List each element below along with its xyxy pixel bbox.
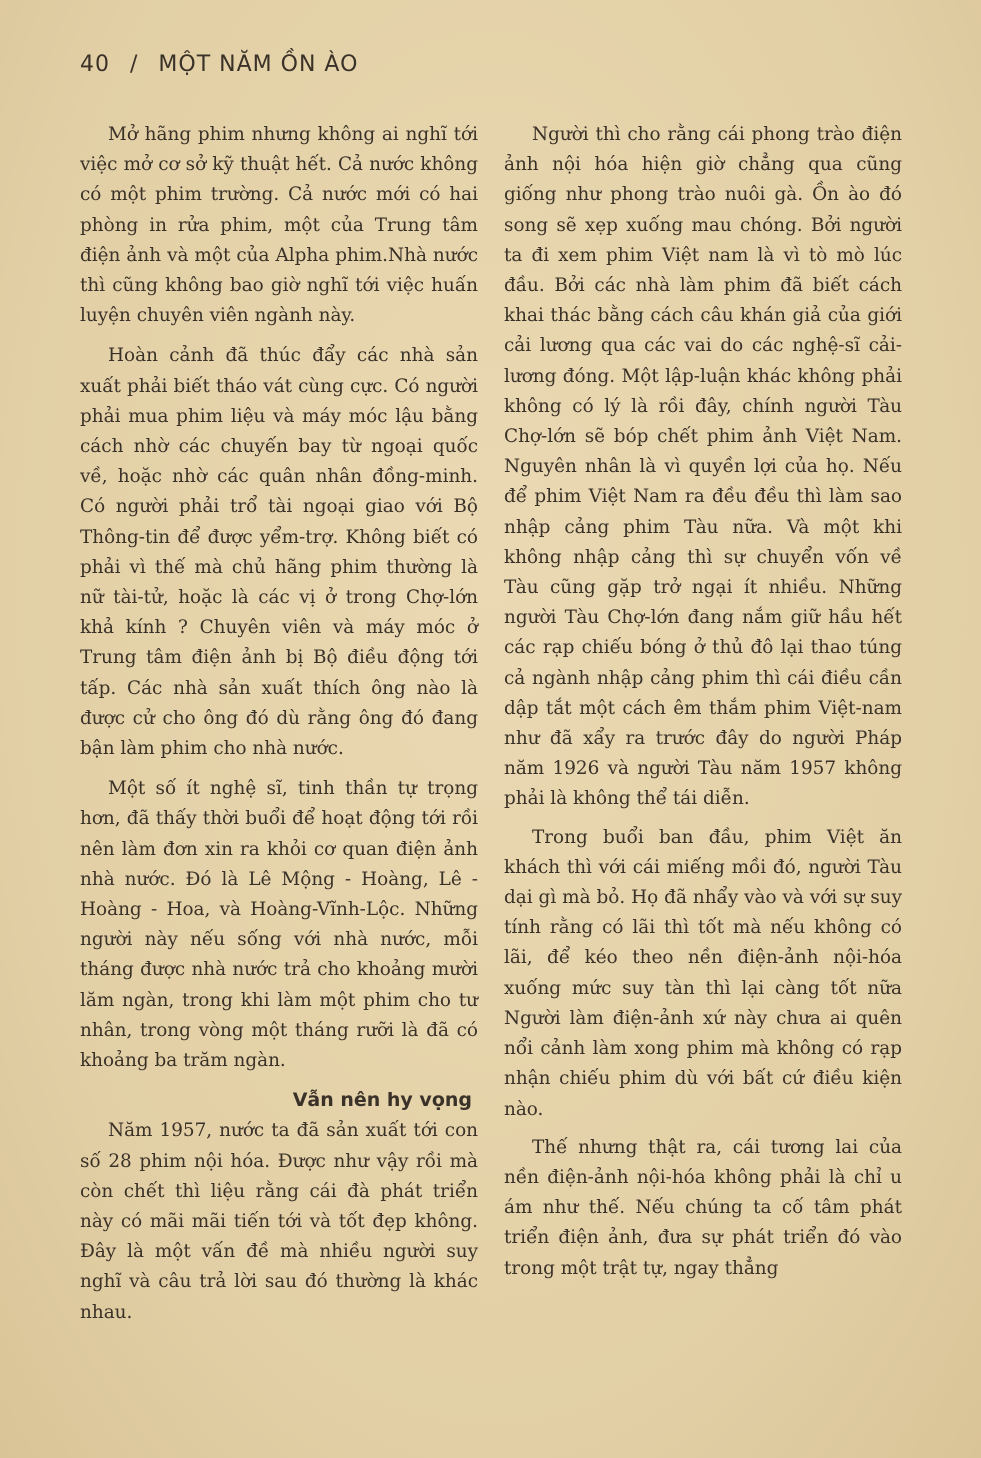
section-subheading: Vẫn nên hy vọng [292,1089,472,1112]
left-column [80,120,478,1338]
paragraph: Trong buổi ban đầu, phim Việt ăn khách thì với cái miếng mồi đó, người Tàu dại gì mà bỏ. Họ đã nhẩy vào và với sự suy tính rằng có lãi thì tốt mà nếu không có lãi, để kéo theo nền điện-ảnh nội-hóa xuống mức suy tàn thì lại càng tốt nữa Người làm điện-ảnh xứ này chưa ai quên nổi cảnh làm xong phim mà không có rạp nhận chiếu phim dù với bất cứ điều kiện nào. [504,826,902,1120]
running-title: MỘT NĂM ỒN ÀO [158,52,359,77]
paragraph: Người thì cho rằng cái phong trào điện ảnh nội hóa hiện giờ chẳng qua cũng giống như phong trào nuôi gà. Ồn ào đó song sẽ xẹp xuống mau chóng. Bởi người ta đi xem phim Việt nam là vì tò mò lúc đầu. Bởi các nhà làm phim đã biết cách khai thác bằng cách câu khán giả của giới cải lương qua các vai do các nghệ-sĩ cải-lương đóng. Một lập-luận khác không phải không có lý là rồi đây, chính người Tàu Chợ-lớn sẽ bóp chết phim ảnh Việt Nam. Nguyên nhân là vì quyền lợi của họ. Nếu để phim Việt Nam ra đều đều thì làm sao nhập cảng phim Tàu nữa. Và một khi không nhập cảng thì sự chuyển vốn về Tàu cũng gặp trở ngại ít nhiều. Những người Tàu Chợ-lớn đang nắm giữ hầu hết các rạp chiếu bóng ở thủ đô lại thao túng cả ngành nhập cảng phim thì cái điều cần dập tắt một cách êm thắm phim Việt-nam như đã xẩy ra trước đây do người Pháp năm 1926 và người Tàu năm 1957 không phải là không thể tái diễn. [504,124,902,810]
page-number: 40 [80,52,110,77]
paragraph: Thế nhưng thật ra, cái tương lai của nền điện-ảnh nội-hóa không phải là chỉ u ám như thế. Nếu chúng ta cố tâm phát triển điện ảnh, đưa sự phát triển đó vào trong một trật tự, ngay thẳng [504,1136,902,1279]
header-separator: / [130,52,139,77]
paragraph: Hoàn cảnh đã thúc đẩy các nhà sản xuất phải biết tháo vát cùng cực. Có người phải mua phim liệu và máy móc lậu bằng cách nhờ các chuyến bay từ ngoại quốc về, hoặc nhờ các quân nhân đồng-minh. Có người phải trổ tài ngoại giao với Bộ Thông-tin để được yểm-trợ. Không biết có phải vì thế mà chủ hãng phim thường là nữ tài-tử, hoặc là các vị ở trong Chợ-lớn khả kính ? Chuyên viên và máy móc ở Trung tâm điện ảnh bị Bộ điều động tới tấp. Các nhà sản xuất thích ông nào là được cử cho ông đó dù rằng ông đó đang bận làm phim cho nhà nước. [80,345,478,760]
paragraph: Năm 1957, nước ta đã sản xuất tới con số 28 phim nội hóa. Được như vậy rồi mà còn chết thì liệu rằng cái đà phát triển này có mãi mãi tiến tới và tốt đẹp không. Đây là một vấn đề mà nhiều người suy nghĩ và câu trả lời sau đó thường là khác nhau. [80,1120,478,1323]
running-header [80,52,358,77]
right-column [504,120,902,1292]
paragraph: Mở hãng phim nhưng không ai nghĩ tới việc mở cơ sở kỹ thuật hết. Cả nước không có một phim trường. Cả nước mới có hai phòng in rửa phim, một của Trung tâm điện ảnh và một của Alpha phim.Nhà nước thì cũng không bao giờ nghĩ tới việc huấn luyện chuyên viên ngành này. [80,124,478,327]
paragraph: Một số ít nghệ sĩ, tinh thần tự trọng hơn, đã thấy thời buổi để hoạt động tới rồi nên làm đơn xin ra khỏi cơ quan điện ảnh nhà nước. Đó là Lê Mộng - Hoàng, Lê - Hoàng - Hoa, và Hoàng-Vĩnh-Lộc. Những người này nếu sống với nhà nước, mỗi tháng được nhà nước trả cho khoảng mười lăm ngàn, trong khi làm một phim cho tư nhân, trong vòng một tháng rưỡi là đã có khoảng ba trăm ngàn. [80,778,478,1072]
